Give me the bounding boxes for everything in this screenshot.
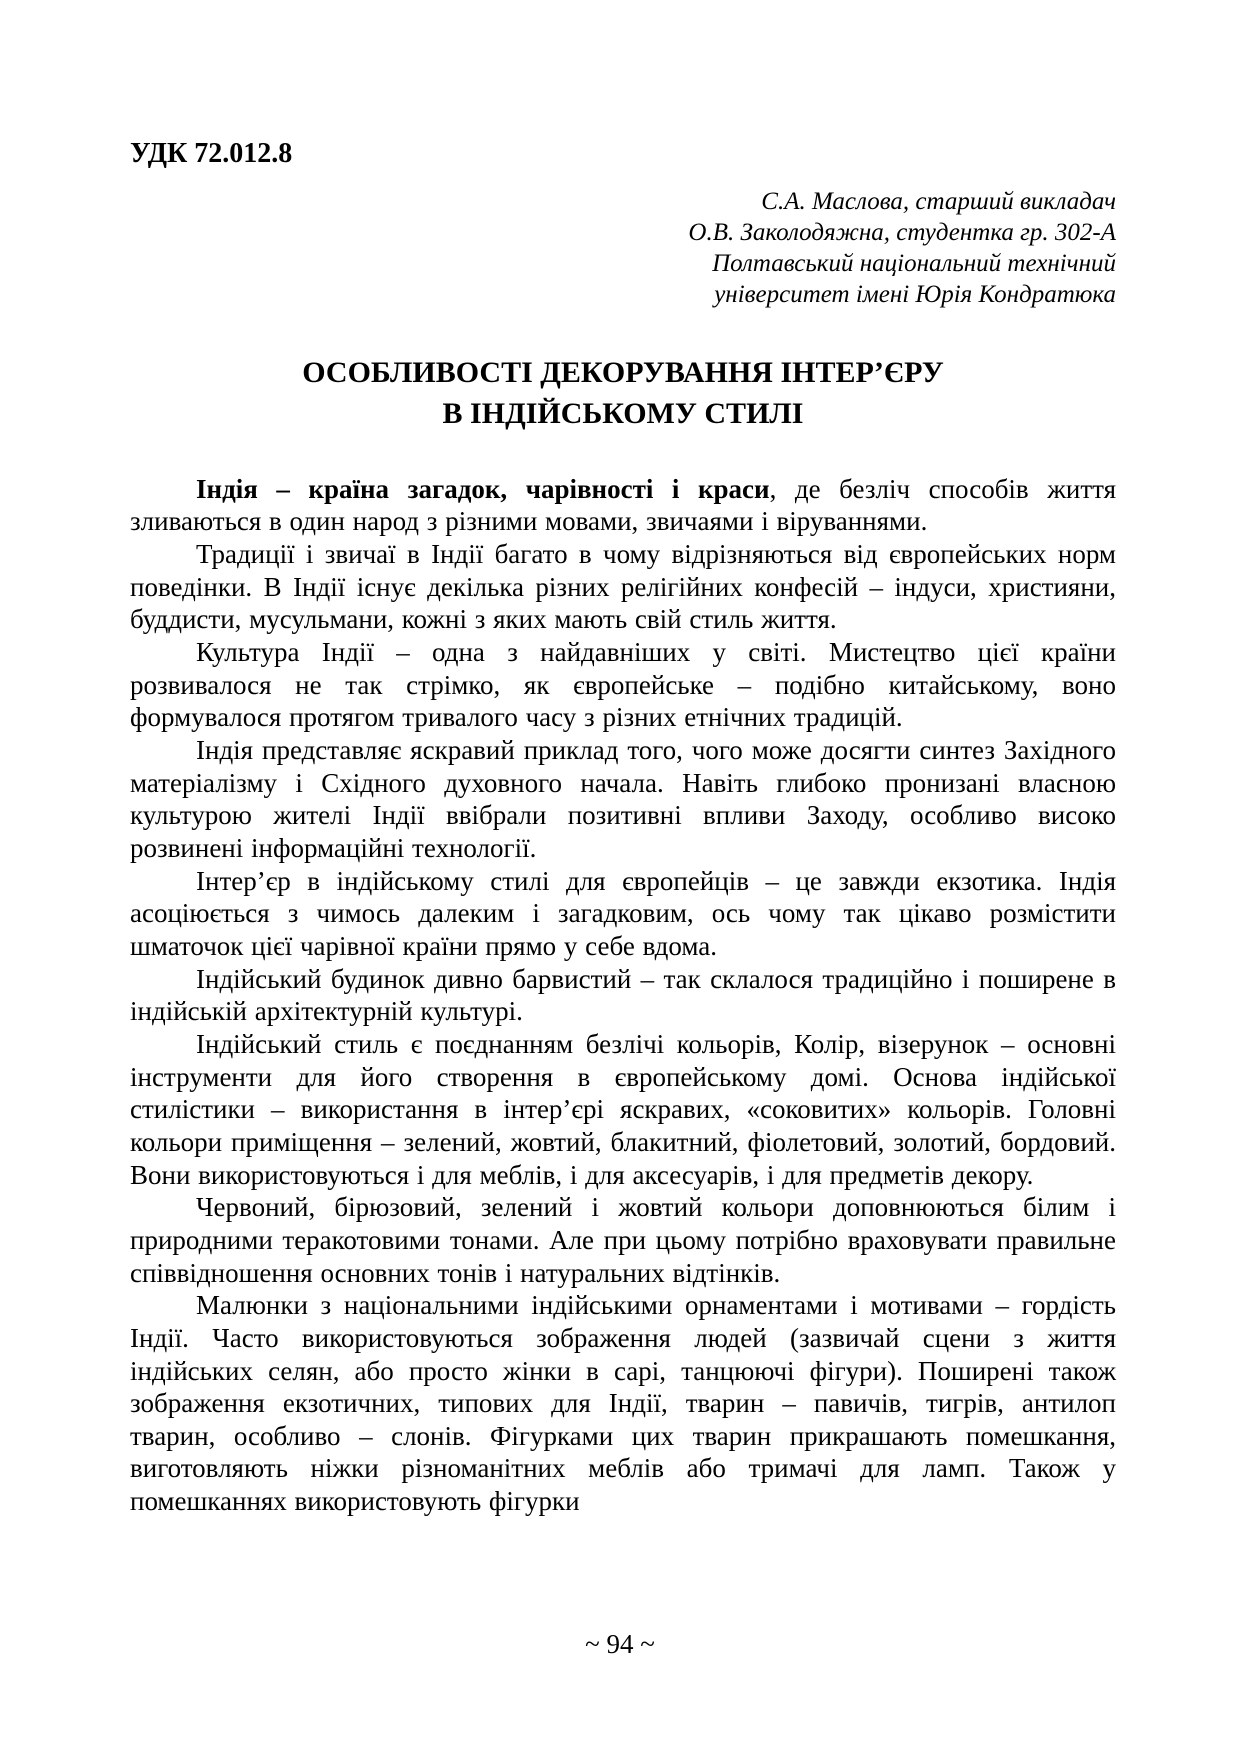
lead-rest-text: , де безліч способів життя зливаються в один народ з різними мовами, звичаями і віруваннями.	[130, 473, 1116, 537]
paragraph: Індійський стиль є поєднанням безлічі кольорів, Колір, візерунок – основні інструменти для його створення в європейському домі. Основа індійської стилістики – використання в інтер’єрі яскравих, «соковитих» кольорів. Головні кольори приміщення – зелений, жовтий, блакитний, фіолетовий, золотий, бордовий. Вони використовуються і для меблів, і для аксесуарів, і для предметів декору.	[130, 1028, 1116, 1190]
article-title-line-1: ОСОБЛИВОСТІ ДЕКОРУВАННЯ ІНТЕР’ЄРУ	[302, 356, 944, 389]
paragraph: Традиції і звичаї в Індії багато в чому відрізняються від європейських норм поведінки. В Індії існує декілька різних релігійних конфесій – індуси, християни, буддисти, мусульмани, кожні з яких мають свій стиль життя.	[130, 539, 1116, 635]
author-line: С.А. Маслова, старший викладач	[761, 188, 1116, 215]
udc-code: УДК 72.012.8	[130, 138, 293, 169]
paragraph: Культура Індії – одна з найдавніших у світі. Мистецтво цієї країни розвивалося не так стрімко, як європейське – подібно китайському, воно формувалося протягом тривалого часу з різних етнічних традицій.	[130, 637, 1116, 733]
paragraph: Індія представляє яскравий приклад того, чого може досягти синтез Західного матеріалізму і Східного духовного начала. Навіть глибоко пронизані власною культурою жителі Індії ввібрали позитивні впливи Заходу, особливо високо розвинені інформаційні технології.	[130, 735, 1116, 863]
paragraph-lead	[130, 473, 1116, 538]
article-title	[130, 352, 1116, 435]
affiliation-line: Полтавський національний технічний	[712, 250, 1116, 277]
lead-bold-text: Індія – країна загадок, чарівності і краси	[196, 473, 770, 504]
paragraph: Червоний, бірюзовий, зелений і жовтий кольори доповнюються білим і природними теракотовими тонами. Але при цьому потрібно враховувати правильне співвідношення основних тонів і натуральних відтінків.	[130, 1192, 1116, 1288]
author-block	[130, 186, 1116, 310]
affiliation-line: університет імені Юрія Кондратюка	[714, 281, 1116, 308]
paragraph: Малюнки з національними індійськими орнаментами і мотивами – гордість Індії. Часто використовуються зображення людей (зазвичай сцени з життя індійських селян, або просто жінки в сарі, танцюючі фігури). Поширені також зображення екзотичних, типових для Індії, тварин – павичів, тигрів, антилоп тварин, особливо – слонів. Фігурками цих тварин прикрашають помешкання, виготовляють ніжки різноманітних меблів або тримачі для ламп. Також у помешканнях використовують фігурки	[130, 1290, 1116, 1517]
paragraph: Індійський будинок дивно барвистий – так склалося традиційно і поширене в індійській архітектурній культурі.	[130, 963, 1116, 1027]
paragraph: Інтер’єр в індійському стилі для європейців – це завжди екзотика. Індія асоціюється з чимось далеким і загадковим, ось чому так цікаво розмістити шматочок цієї чарівної країни прямо у себе вдома.	[130, 865, 1116, 961]
article-title-line-2: В ІНДІЙСЬКОМУ СТИЛІ	[442, 397, 804, 431]
page-number: ~ 94 ~	[585, 1629, 655, 1659]
author-line: О.В. Заколодяжна, студентка гр. 302-А	[688, 219, 1116, 246]
